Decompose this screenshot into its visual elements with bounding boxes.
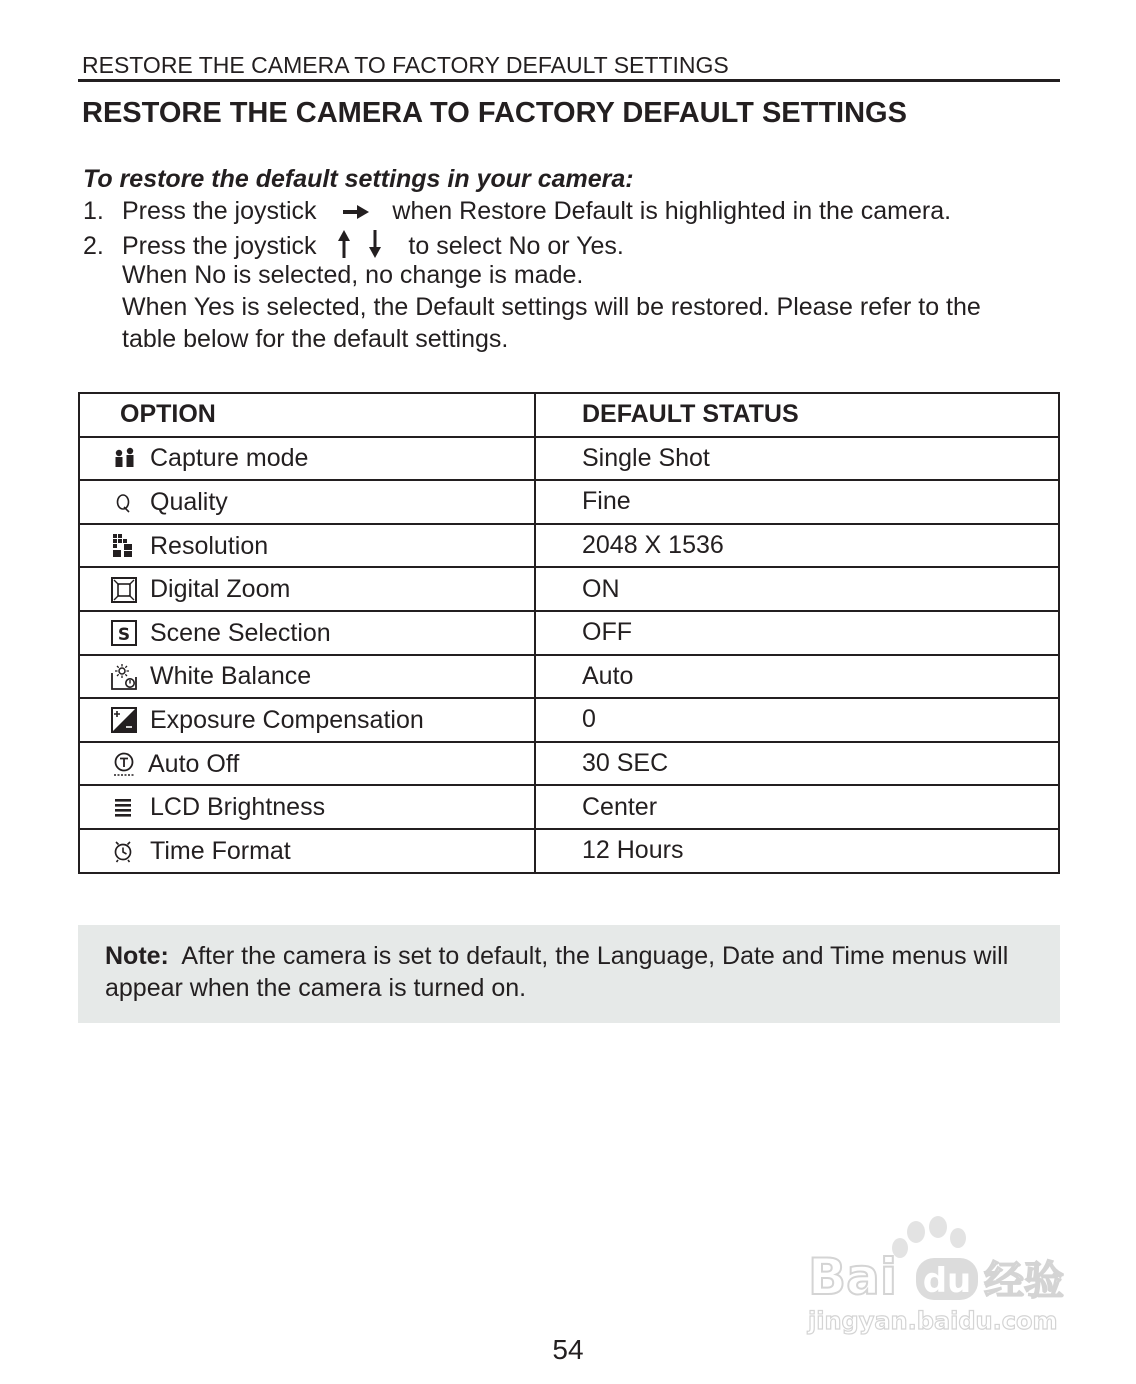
digital-zoom-icon: [110, 577, 140, 603]
lcd-brightness-icon: [110, 795, 140, 821]
quality-icon: [110, 489, 140, 515]
column-header-option: OPTION: [79, 393, 535, 437]
table-row: [79, 655, 1059, 699]
step-number: 2.: [83, 232, 104, 261]
step-2-note-yes: When Yes is selected, the Default settings will be restored. Please refer to the: [122, 293, 981, 321]
table-header-row: [79, 393, 1059, 437]
table-row: [79, 698, 1059, 742]
note-box: [78, 925, 1060, 1023]
capture-mode-icon: [110, 446, 140, 472]
default-value-cell: Center: [535, 785, 1059, 829]
step-text: Press the joystick: [122, 232, 317, 261]
option-cell: LCD Brightness: [79, 785, 535, 829]
svg-text:经验: 经验: [984, 1258, 1064, 1304]
time-format-icon: [110, 838, 140, 864]
default-value-cell: ON: [535, 567, 1059, 611]
page-title: RESTORE THE CAMERA TO FACTORY DEFAULT SETTINGS: [82, 97, 907, 129]
table-row: [79, 480, 1059, 524]
step-text: Press the joystick: [122, 197, 317, 225]
table-row: [79, 785, 1059, 829]
option-cell: Time Format: [79, 829, 535, 873]
default-value-cell: Auto: [535, 655, 1059, 699]
option-cell: Quality: [79, 480, 535, 524]
table-row: [79, 829, 1059, 873]
option-cell: Resolution: [79, 524, 535, 568]
default-value-cell: 0: [535, 698, 1059, 742]
step-text-after: when Restore Default is highlighted in the camera.: [392, 197, 952, 225]
table-row: [79, 437, 1059, 481]
baidu-jingyan-watermark: [800, 1212, 1070, 1342]
default-value-cell: 30 SEC: [535, 742, 1059, 786]
exposure-compensation-icon: [110, 707, 140, 733]
step-2-note-no: When No is selected, no change is made.: [122, 261, 584, 289]
instructions-intro: To restore the default settings in your camera:: [83, 165, 634, 193]
default-value-cell: OFF: [535, 611, 1059, 655]
default-value-cell: 12 Hours: [535, 829, 1059, 873]
svg-text:S: S: [117, 625, 131, 646]
page-number: 54: [552, 1334, 584, 1365]
default-value-cell: Fine: [535, 480, 1059, 524]
auto-off-icon: [110, 751, 140, 777]
step-number: 1.: [83, 197, 104, 225]
table-row: [79, 611, 1059, 655]
table-row: [79, 567, 1059, 611]
default-settings-table: [78, 392, 1060, 874]
table-row: [79, 742, 1059, 786]
scene-selection-icon: [110, 620, 140, 646]
step-text-after: to select No or Yes.: [408, 232, 624, 261]
note-text: After the camera is set to default, the Language, Date and Time menus will appear when the camera is turned on.: [105, 942, 1009, 1002]
header-rule: [78, 79, 1060, 82]
option-cell: White Balance: [79, 655, 535, 699]
column-header-default-status: DEFAULT STATUS: [535, 393, 1059, 437]
option-cell: Digital Zoom: [79, 567, 535, 611]
running-header: RESTORE THE CAMERA TO FACTORY DEFAULT SETTINGS: [82, 52, 729, 78]
option-cell: Exposure Compensation: [79, 698, 535, 742]
default-value-cell: Single Shot: [535, 437, 1059, 481]
default-value-cell: 2048 X 1536: [535, 524, 1059, 568]
svg-text:du: du: [922, 1261, 972, 1301]
white-balance-icon: [110, 664, 140, 690]
option-cell: Auto Off: [79, 742, 535, 786]
arrow-right-icon: [341, 198, 371, 227]
option-cell: S Scene Selection: [79, 611, 535, 655]
step-1: [83, 197, 951, 227]
resolution-icon: [110, 533, 140, 559]
svg-text:jingyan.baidu.com: jingyan.baidu.com: [808, 1307, 1058, 1335]
table-row: [79, 524, 1059, 568]
step-2-note-yes-cont: table below for the default settings.: [122, 325, 509, 353]
note-label: Note:: [105, 942, 169, 970]
option-cell: Capture mode: [79, 437, 535, 481]
svg-text:Bai: Bai: [808, 1248, 897, 1306]
